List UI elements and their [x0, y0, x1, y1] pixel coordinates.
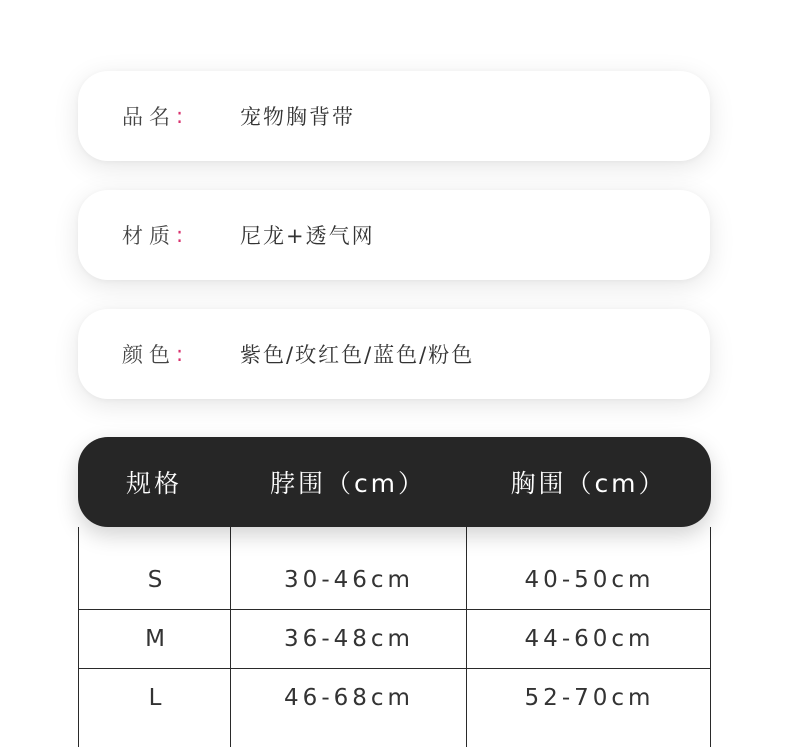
table-row [79, 668, 710, 727]
size-table-body [78, 527, 711, 747]
chest-cell: 44-60cm [524, 626, 655, 652]
material-label-wrap [122, 190, 183, 280]
size-cell: M [145, 626, 165, 652]
product-name-colon: : [176, 104, 184, 128]
size-cell: L [148, 685, 162, 711]
neck-cell: 30-46cm [284, 567, 414, 593]
neck-cell: 36-48cm [284, 626, 414, 652]
product-name-label-wrap [122, 71, 183, 161]
color-value: 紫色/玫红色/蓝色/粉色 [240, 343, 475, 367]
material-colon: : [176, 223, 184, 247]
product-name-value: 宠物胸背带 [240, 105, 355, 129]
table-row [79, 551, 710, 609]
product-name-label: 品名 [122, 105, 176, 129]
neck-cell: 46-68cm [284, 685, 414, 711]
color-label-wrap [122, 309, 183, 399]
product-name-card [78, 71, 710, 161]
color-label: 颜色 [122, 343, 176, 367]
size-table [78, 437, 711, 711]
header-chest: 胸围（cm） [510, 469, 667, 498]
chest-cell: 52-70cm [524, 685, 655, 711]
material-value: 尼龙+透气网 [240, 224, 375, 248]
material-label: 材质 [122, 224, 176, 248]
material-card [78, 190, 710, 280]
table-row [79, 609, 710, 668]
size-table-header [78, 437, 711, 527]
size-cell: S [147, 567, 163, 593]
chest-cell: 40-50cm [524, 567, 655, 593]
color-card [78, 309, 710, 399]
header-size: 规格 [125, 469, 182, 498]
color-colon: : [176, 342, 184, 366]
header-neck: 脖围（cm） [269, 469, 427, 498]
